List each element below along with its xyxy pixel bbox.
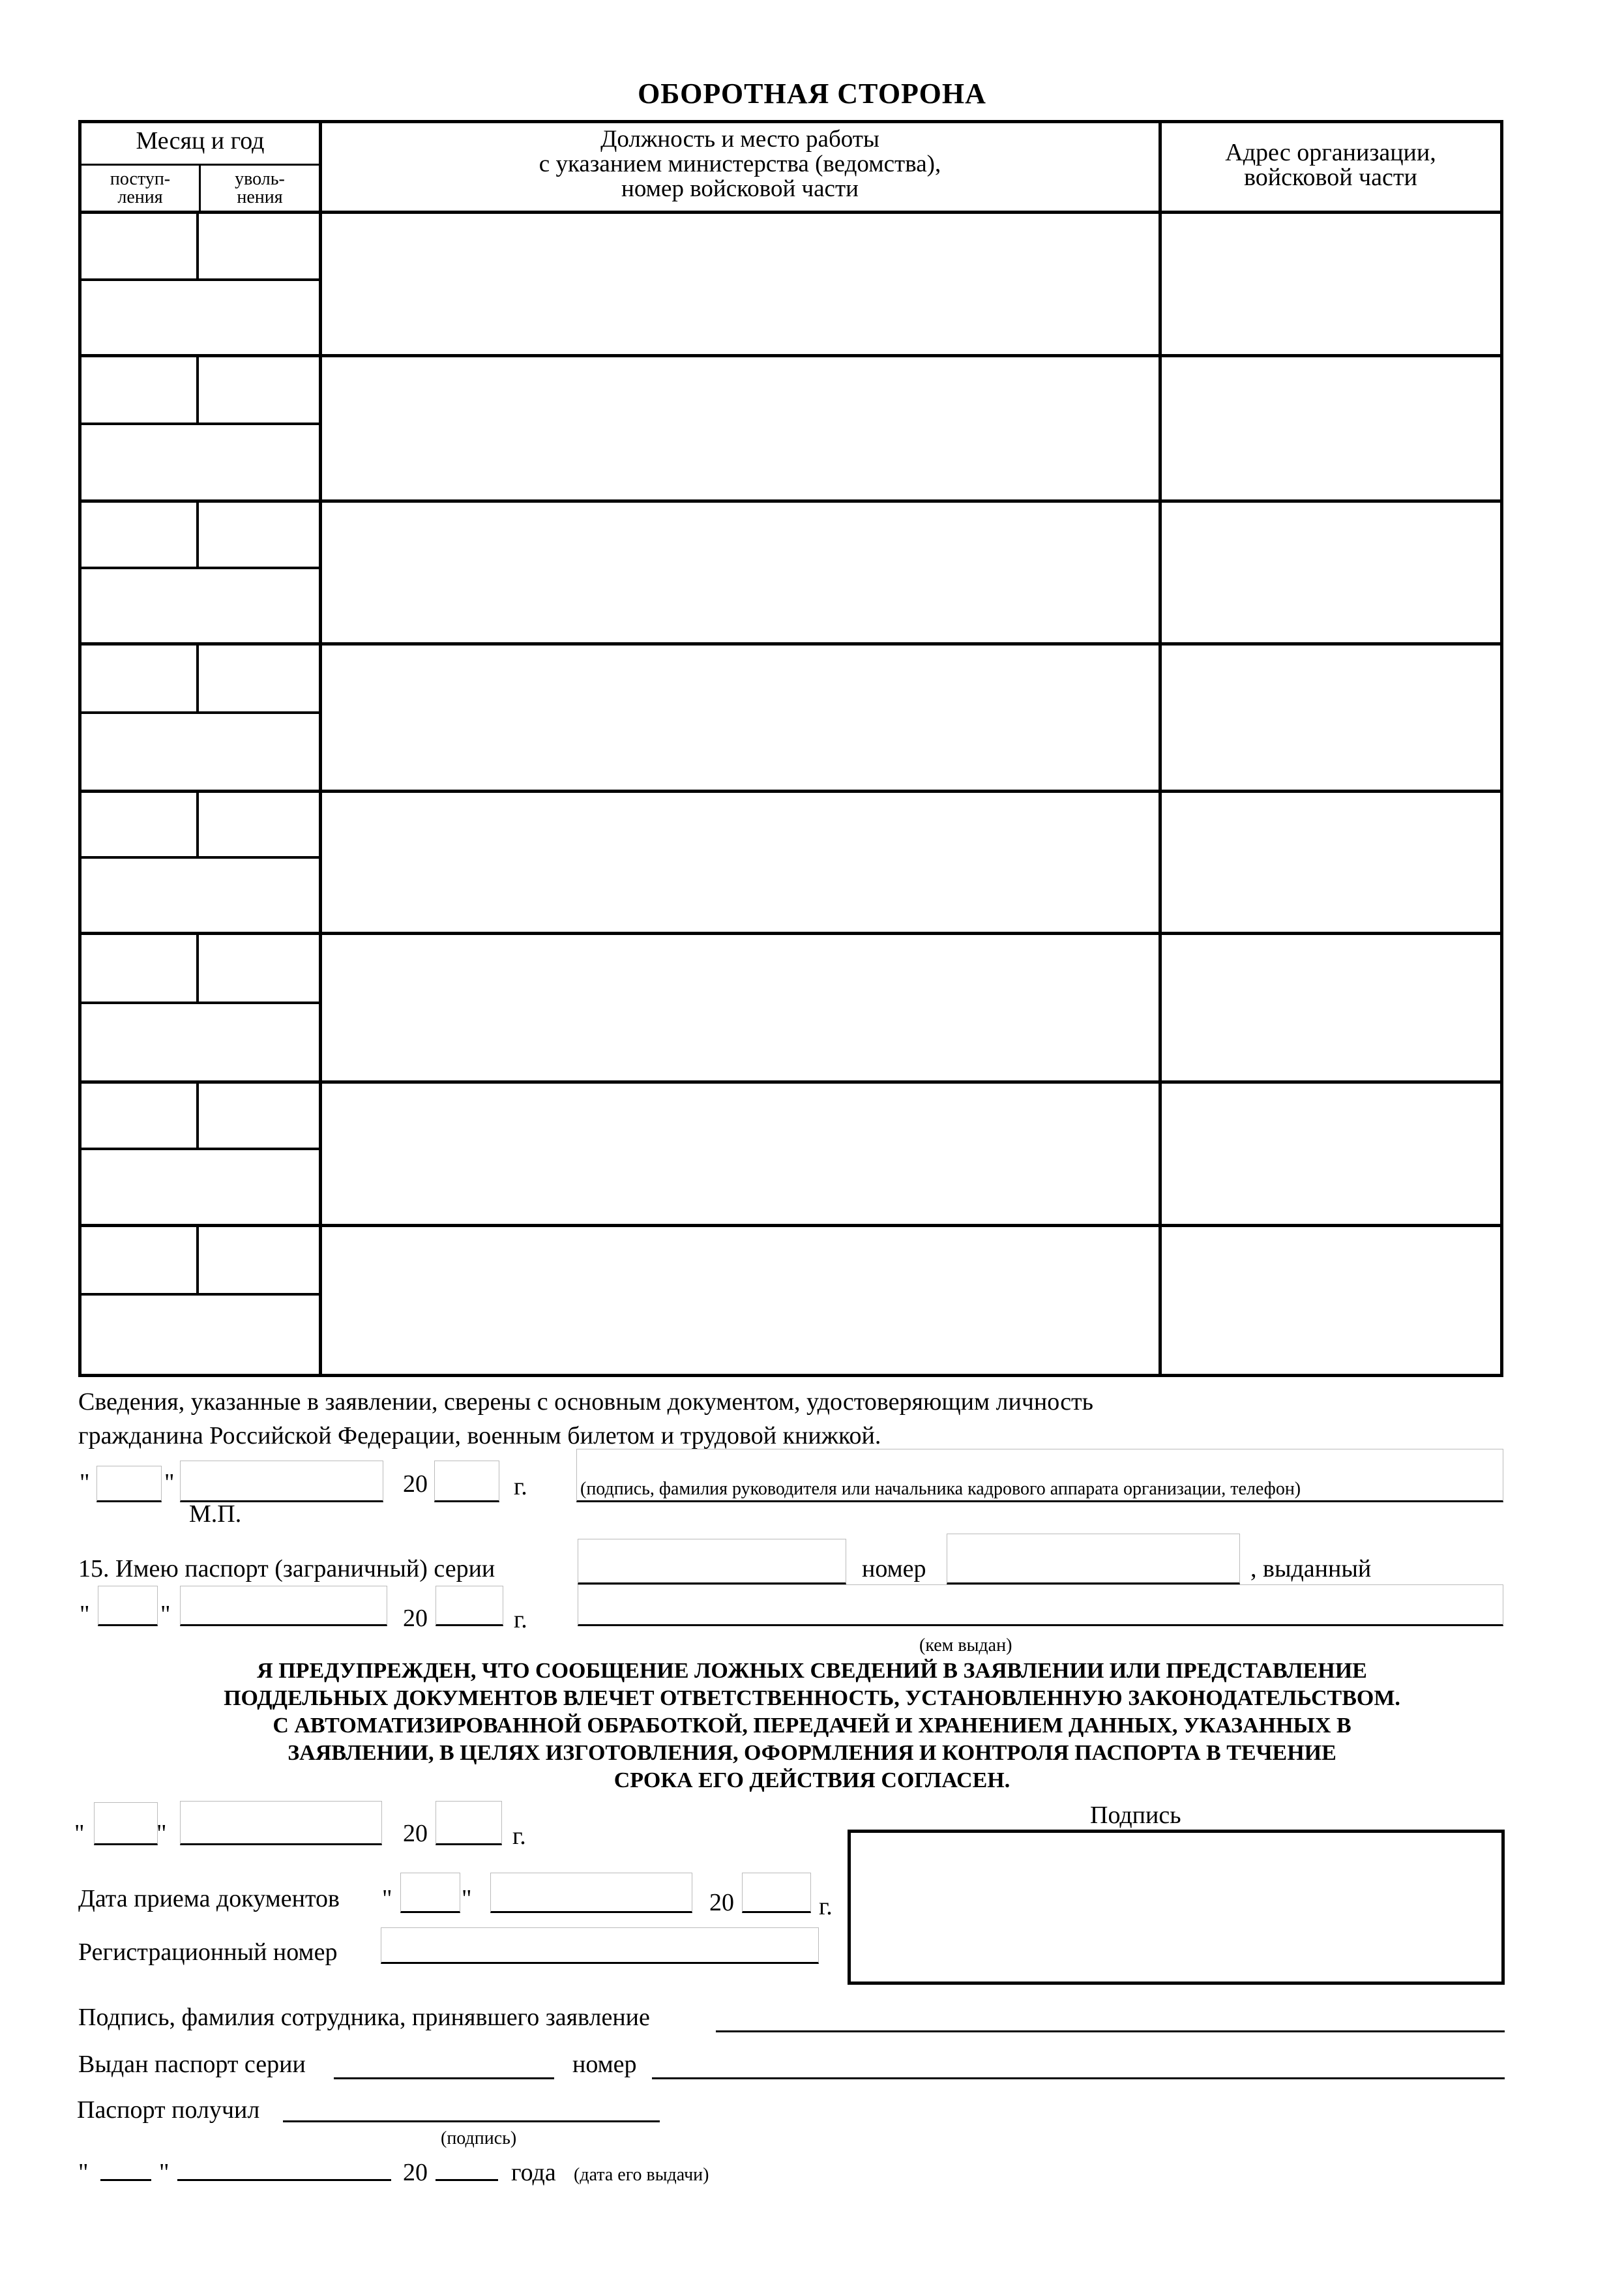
- quote-open: ": [80, 1469, 90, 1496]
- applicant-month-field[interactable]: [180, 1801, 382, 1845]
- final-year-suffix: года: [511, 2159, 556, 2186]
- final-year-prefix: 20: [403, 2159, 428, 2186]
- applicant-signature-box[interactable]: [848, 1830, 1505, 1985]
- date-notes-cell[interactable]: [81, 714, 319, 792]
- warning-line-4: ЗАЯВЛЕНИИ, В ЦЕЛЯХ ИЗГОТОВЛЕНИЯ, ОФОРМЛЕНИЯ И КОНТРОЛЯ ПАСПОРТА В ТЕЧЕНИЕ: [288, 1741, 1336, 1765]
- header-start: поступ- ления: [110, 169, 171, 207]
- stamp-label: М.П.: [189, 1500, 242, 1528]
- end-date-cell[interactable]: [199, 934, 319, 1004]
- table-row: [81, 357, 1500, 502]
- end-date-cell[interactable]: [199, 502, 319, 569]
- employee-signature-line[interactable]: [716, 2003, 1505, 2032]
- date-notes-cell[interactable]: [81, 859, 319, 934]
- end-date-cell[interactable]: [199, 357, 319, 425]
- start-date-cell[interactable]: [81, 1226, 199, 1296]
- address-cell[interactable]: [1161, 792, 1500, 934]
- office-quote-open: ": [382, 1885, 392, 1912]
- start-date-cell[interactable]: [81, 357, 199, 425]
- start-date-cell[interactable]: [81, 1083, 199, 1150]
- warning-line-3: С АВТОМАТИЗИРОВАННОЙ ОБРАБОТКОЙ, ПЕРЕДАЧЕЙ И ХРАНЕНИЕМ ДАННЫХ, УКАЗАННЫХ В: [273, 1714, 1351, 1738]
- passport-series-field[interactable]: [578, 1539, 846, 1584]
- applicant-year-suffix: г.: [512, 1822, 526, 1850]
- reg-number-label: Регистрационный номер: [78, 1938, 338, 1966]
- table-row: [81, 792, 1500, 934]
- passport-quote-open: ": [80, 1601, 90, 1628]
- issued-number-line[interactable]: [652, 2050, 1505, 2079]
- verification-line-1: Сведения, указанные в заявлении, сверены с основным документом, удостоверяющим личность: [78, 1388, 1093, 1416]
- applicant-year-field[interactable]: [436, 1801, 502, 1845]
- office-day-field[interactable]: [400, 1873, 460, 1913]
- verification-year-field[interactable]: [434, 1461, 499, 1502]
- verification-signature-caption: (подпись, фамилия руководителя или начальника кадрового аппарата организации, телефон): [580, 1479, 1301, 1499]
- address-cell[interactable]: [1161, 645, 1500, 792]
- applicant-quote-close: ": [156, 1820, 167, 1847]
- applicant-signature-label: Подпись: [1090, 1802, 1181, 1829]
- passport-issued-label: , выданный: [1250, 1555, 1372, 1582]
- start-date-cell[interactable]: [81, 792, 199, 859]
- date-notes-cell[interactable]: [81, 1296, 319, 1374]
- passport-year-suffix: г.: [514, 1606, 527, 1633]
- passport-issued-by-field[interactable]: [578, 1584, 1503, 1626]
- table-row: [81, 1083, 1500, 1226]
- date-notes-cell[interactable]: [81, 569, 319, 645]
- received-signature-line[interactable]: [283, 2093, 660, 2122]
- table-row: [81, 1226, 1500, 1374]
- end-date-cell[interactable]: [199, 792, 319, 859]
- verification-year-suffix: г.: [514, 1473, 527, 1500]
- applicant-day-field[interactable]: [94, 1802, 158, 1845]
- received-signature-caption: (подпись): [441, 2128, 517, 2148]
- header-end: уволь- нения: [235, 169, 285, 207]
- warning-line-5: СРОКА ЕГО ДЕЙСТВИЯ СОГЛАСЕН.: [613, 1768, 1011, 1792]
- issued-series-label: Выдан паспорт серии: [78, 2051, 306, 2078]
- table-row: [81, 645, 1500, 792]
- header-address: Адрес организации, войсковой части: [1225, 139, 1436, 191]
- passport-quote-close: ": [160, 1601, 171, 1628]
- position-cell[interactable]: [321, 502, 1159, 645]
- address-cell[interactable]: [1161, 502, 1500, 645]
- issued-number-label: номер: [572, 2051, 637, 2078]
- final-date-caption: (дата его выдачи): [574, 2165, 709, 2185]
- header-month-year: Месяц и год: [136, 127, 265, 155]
- verification-year-prefix: 20: [403, 1470, 428, 1498]
- table-row: [81, 934, 1500, 1083]
- end-date-cell[interactable]: [199, 645, 319, 714]
- final-quote-close: ": [159, 2159, 170, 2186]
- date-notes-cell[interactable]: [81, 425, 319, 502]
- end-date-cell[interactable]: [199, 1226, 319, 1296]
- applicant-quote-open: ": [74, 1820, 85, 1847]
- start-date-cell[interactable]: [81, 934, 199, 1004]
- final-year-line[interactable]: [436, 2152, 498, 2181]
- office-date-label: Дата приема документов: [78, 1885, 340, 1912]
- received-label: Паспорт получил: [77, 2096, 260, 2124]
- position-cell[interactable]: [321, 645, 1159, 792]
- warning-line-2: ПОДДЕЛЬНЫХ ДОКУМЕНТОВ ВЛЕЧЕТ ОТВЕТСТВЕННОСТЬ, УСТАНОВЛЕННУЮ ЗАКОНОДАТЕЛЬСТВОМ.: [224, 1686, 1400, 1710]
- verification-day-field[interactable]: [96, 1466, 162, 1502]
- warning-line-1: Я ПРЕДУПРЕЖДЕН, ЧТО СООБЩЕНИЕ ЛОЖНЫХ СВЕДЕНИЙ В ЗАЯВЛЕНИИ ИЛИ ПРЕДСТАВЛЕНИЕ: [257, 1659, 1367, 1683]
- passport-series-label: 15. Имею паспорт (заграничный) серии: [78, 1555, 495, 1582]
- date-notes-cell[interactable]: [81, 281, 319, 357]
- address-cell[interactable]: [1161, 934, 1500, 1083]
- header-position: Должность и место работы с указанием министерства (ведомства), номер войсковой части: [539, 126, 941, 202]
- address-cell[interactable]: [1161, 214, 1500, 357]
- work-history-table: [78, 120, 1503, 1377]
- verification-line-2: гражданина Российской Федерации, военным билетом и трудовой книжкой.: [78, 1422, 881, 1449]
- address-cell[interactable]: [1161, 1083, 1500, 1226]
- passport-issued-by-caption: (кем выдан): [919, 1635, 1012, 1655]
- office-quote-close: ": [462, 1885, 472, 1912]
- final-month-line[interactable]: [177, 2152, 391, 2181]
- passport-number-field[interactable]: [947, 1534, 1240, 1584]
- end-date-cell[interactable]: [199, 1083, 319, 1150]
- passport-year-field[interactable]: [436, 1586, 503, 1626]
- passport-number-label: номер: [862, 1555, 926, 1582]
- position-cell[interactable]: [321, 214, 1159, 357]
- verification-month-field[interactable]: [180, 1461, 383, 1502]
- office-year-suffix: г.: [819, 1893, 833, 1920]
- date-notes-cell[interactable]: [81, 1150, 319, 1226]
- end-date-cell[interactable]: [199, 214, 319, 281]
- position-cell[interactable]: [321, 357, 1159, 502]
- passport-day-field[interactable]: [98, 1586, 158, 1626]
- start-date-cell[interactable]: [81, 214, 199, 281]
- table-row: [81, 214, 1500, 357]
- final-day-line[interactable]: [100, 2152, 151, 2181]
- issued-series-line[interactable]: [334, 2050, 554, 2079]
- start-date-cell[interactable]: [81, 502, 199, 569]
- quote-close: ": [164, 1469, 175, 1496]
- office-year-field[interactable]: [742, 1873, 811, 1913]
- passport-month-field[interactable]: [180, 1586, 387, 1626]
- applicant-year-prefix: 20: [403, 1820, 428, 1847]
- position-cell[interactable]: [321, 792, 1159, 934]
- page-title: ОБОРОТНАЯ СТОРОНА: [638, 78, 986, 110]
- employee-signature-label: Подпись, фамилия сотрудника, принявшего заявление: [78, 2004, 650, 2031]
- address-cell[interactable]: [1161, 357, 1500, 502]
- passport-year-prefix: 20: [403, 1605, 428, 1632]
- office-year-prefix: 20: [709, 1889, 734, 1916]
- start-date-cell[interactable]: [81, 645, 199, 714]
- position-cell[interactable]: [321, 934, 1159, 1083]
- table-row: [81, 502, 1500, 645]
- final-quote-open: ": [78, 2159, 89, 2186]
- position-cell[interactable]: [321, 1083, 1159, 1226]
- position-cell[interactable]: [321, 1226, 1159, 1374]
- date-notes-cell[interactable]: [81, 1004, 319, 1083]
- office-month-field[interactable]: [490, 1873, 692, 1913]
- address-cell[interactable]: [1161, 1226, 1500, 1374]
- reg-number-field[interactable]: [381, 1927, 819, 1964]
